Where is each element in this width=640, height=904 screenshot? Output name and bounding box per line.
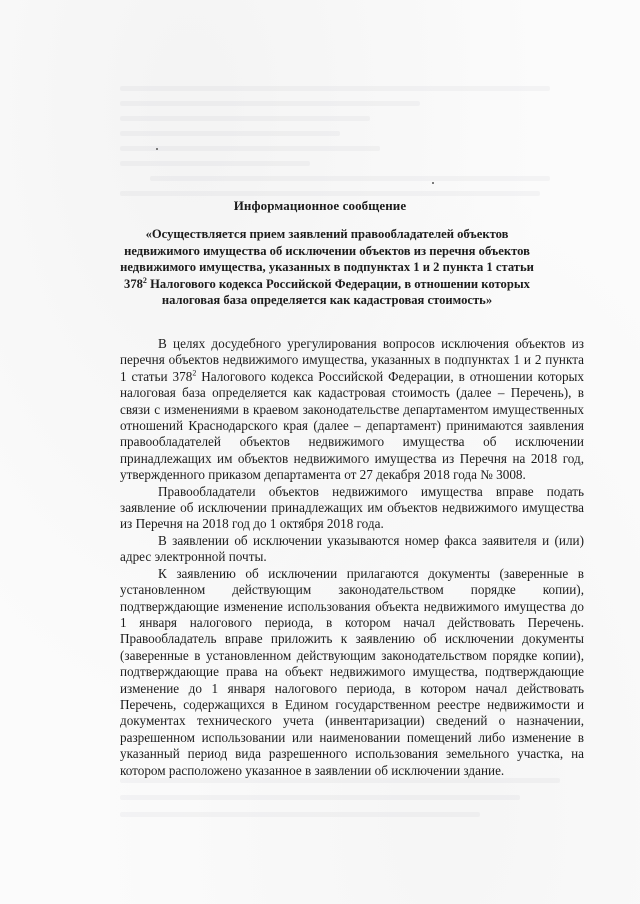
subject-text-continued: Налогового кодекса Российской Федерации, в отношении которых налоговая база определяется как кадастровая стоимость» <box>146 276 530 308</box>
paragraph-1-text: В целях досудебного урегулирования вопросов исключения объектов из перечня объектов недвижимого имущества, указанных в подпунктах 1 и 2 пункта 1 статьи 378 <box>120 336 584 384</box>
scan-speck <box>432 182 434 184</box>
paragraph-2: Правообладатели объектов недвижимого имущества вправе подать заявление об исключении принадлежащих им объектов недвижимого имущества из Перечня на 2018 год до 1 октября 2018 года. <box>120 483 584 532</box>
document-title: Информационное сообщение <box>233 198 407 213</box>
paragraph-1-superscript: 2 <box>192 368 197 378</box>
paragraph-1-text-continued: Налогового кодекса Российской Федерации, в отношении которых налоговая база определяется как кадастровая стоимость (далее – Перечень), в связи с изменениями в краевом законодательстве департаментом имущественных отношений Краснодарского края (далее – департамент) принимаются заявления правообладателей объектов недвижимого имущества об исключении принадлежащих им объектов недвижимого имущества из Перечня на 2018 год, утвержденного приказом департамента от 27 декабря 2018 года № 3008. <box>120 368 585 483</box>
paragraph-3: В заявлении об исключении указываются номер факса заявителя и (или) адрес электронной почты. <box>120 532 584 565</box>
paragraph-1 <box>120 336 584 484</box>
document-body <box>120 336 584 779</box>
document-subject <box>110 226 544 309</box>
paragraph-4: К заявлению об исключении прилагаются документы (заверенные в установленном действующим законодательством порядке копии), подтверждающие изменение использования объекта недвижимого имущества до 1 января налогового периода, в котором начал действовать Перечень. Правообладатель вправе приложить к заявлению об исключении документы (заверенные в установленном действующим законодательством порядке копии), подтверждающие права на объект недвижимого имущества, подтверждающие изменение до 1 января налогового периода, в котором начал действовать Перечень, содержащихся в Едином государственном реестре недвижимости и документах технического учета (инвентаризации) сведений о назначении, разрешенном использовании или наименовании помещений либо изменение в указанный период вида разрешенного использования земельного участка, на котором расположено указанное в заявлении об исключении здание. <box>120 565 584 778</box>
subject-superscript: 2 <box>142 275 147 285</box>
subject-text: «Осуществляется прием заявлений правообладателей объектов недвижимого имущества об исключении объектов из перечня объектов недвижимого имущества, указанных в подпунктах 1 и 2 пункта 1 статьи 378 <box>120 227 534 291</box>
scan-speck <box>156 148 158 150</box>
